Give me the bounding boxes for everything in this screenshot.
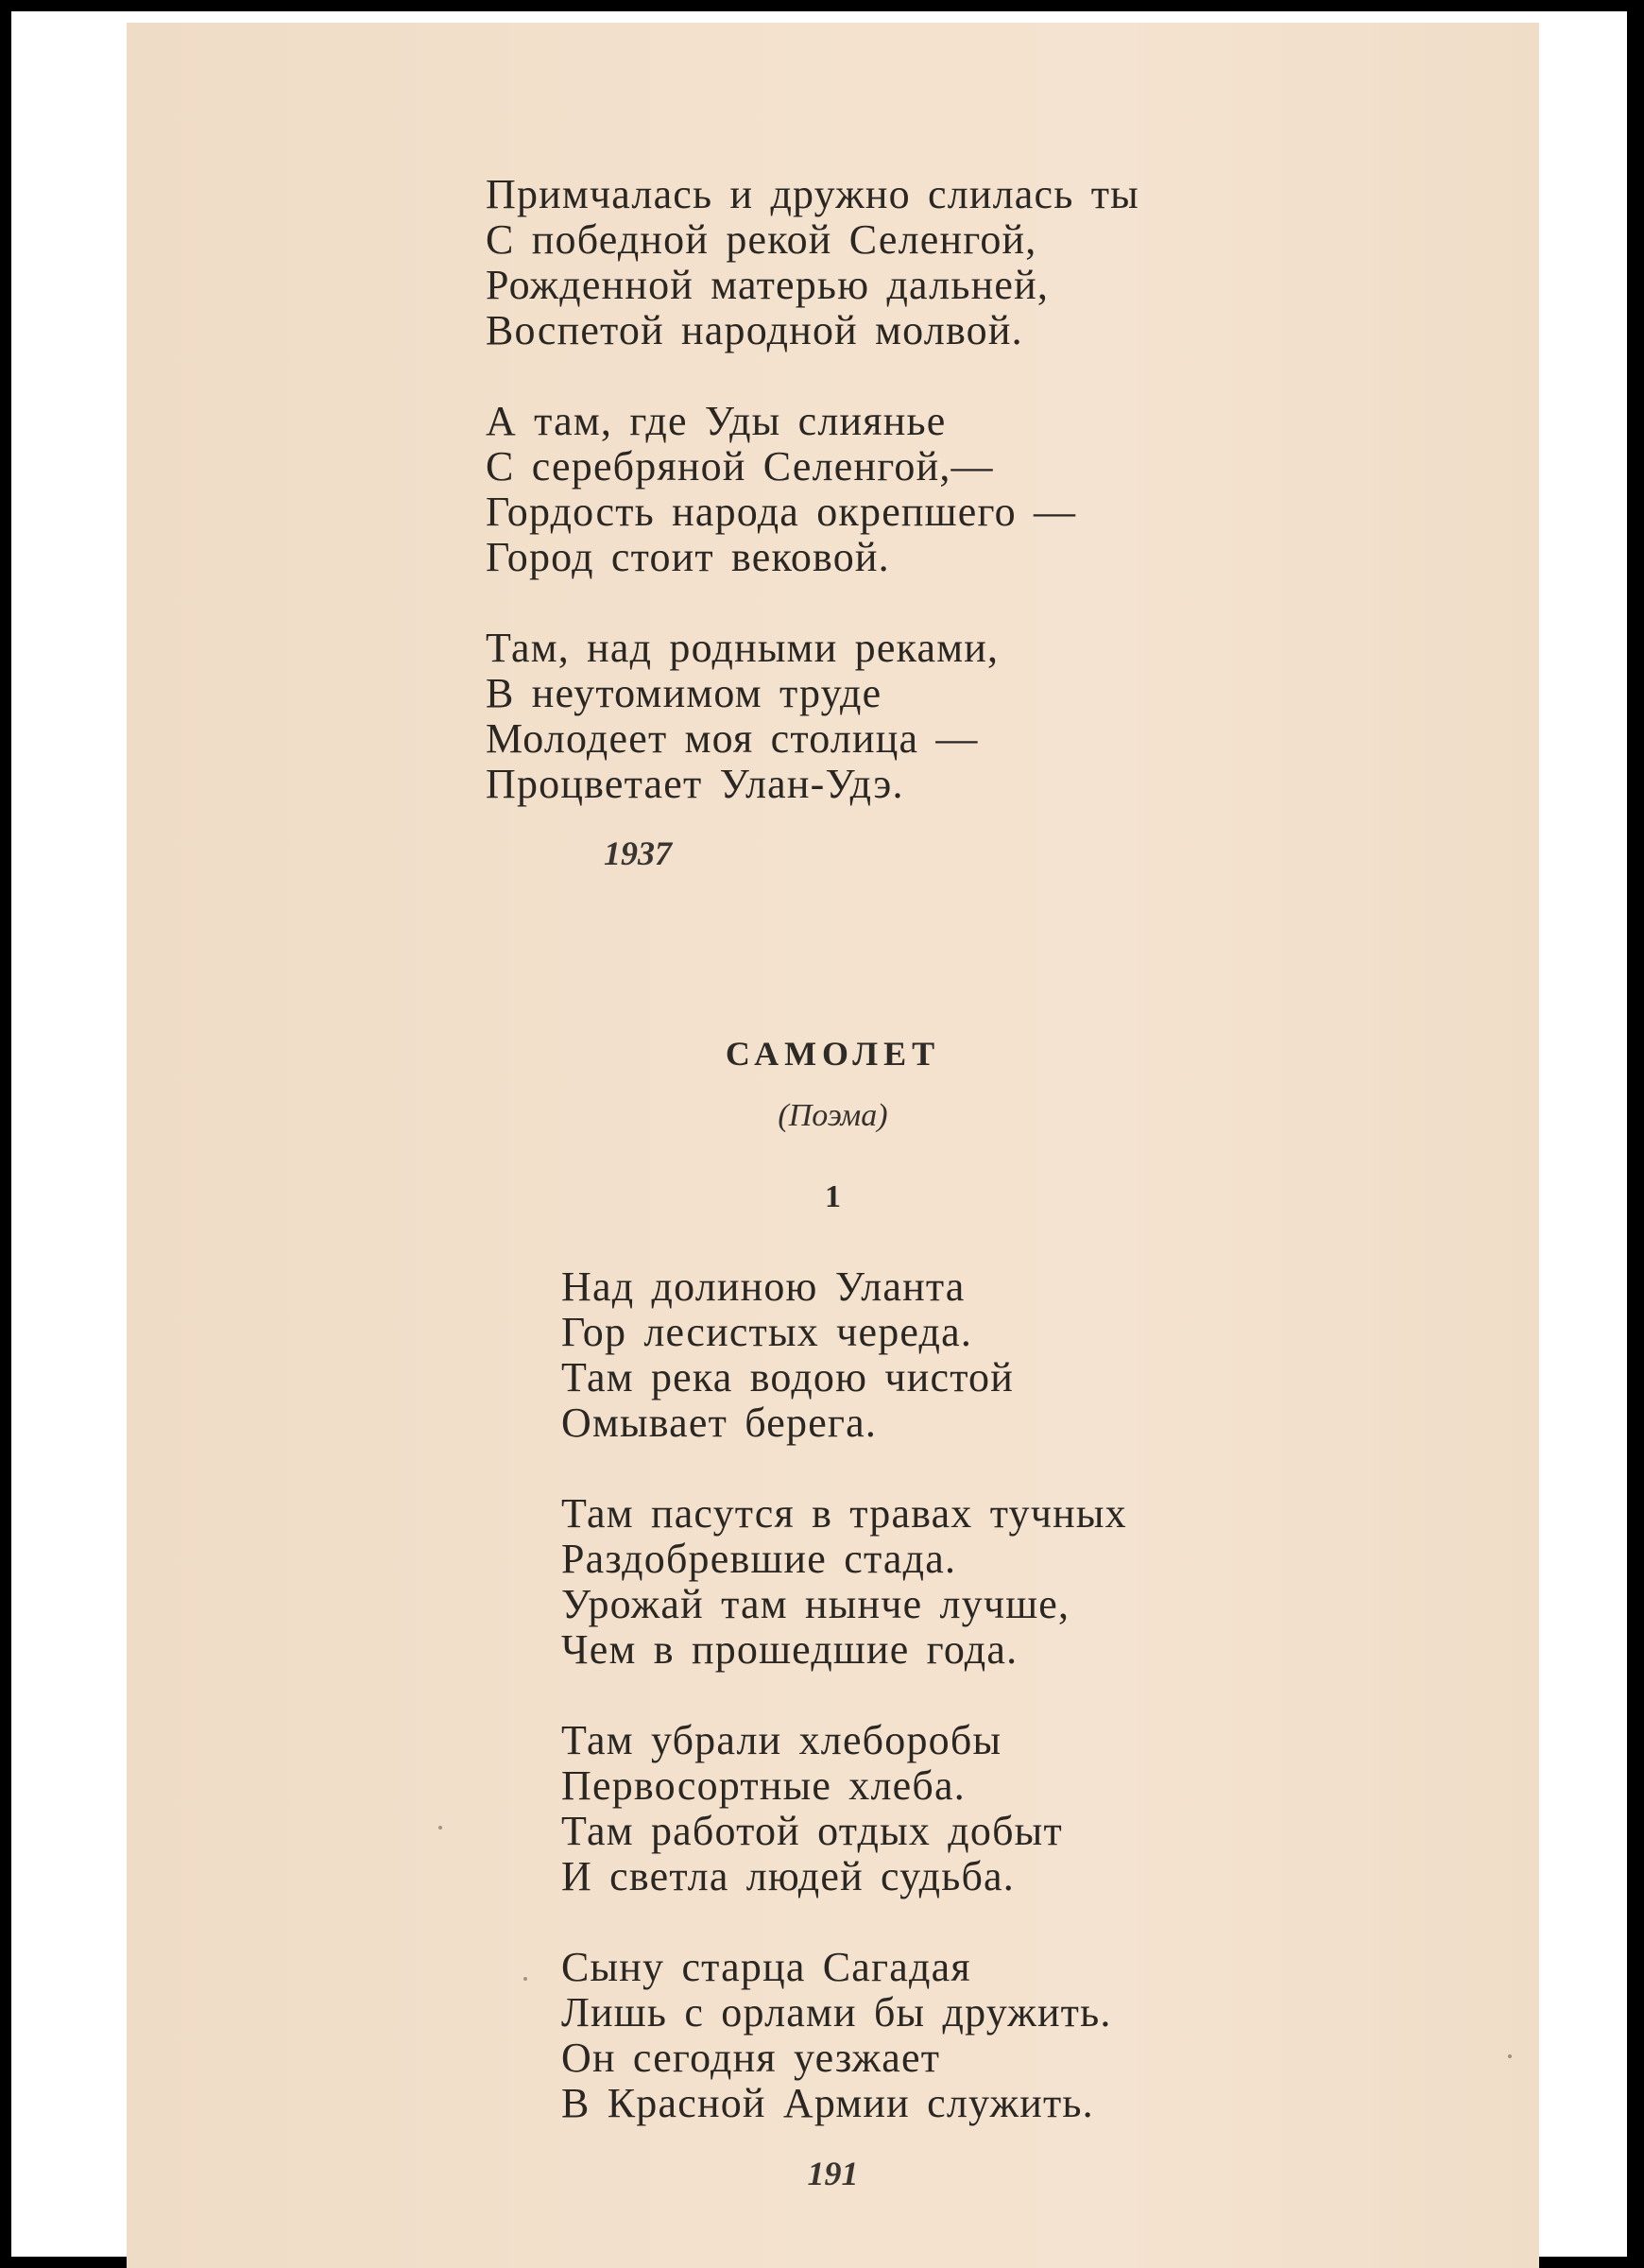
poem-line: Гордость народа окрепшего — <box>486 489 1077 535</box>
stanza <box>486 399 1139 580</box>
poem-continuation <box>486 172 1139 807</box>
poem-line: Воспетой народной молвой. <box>486 307 1023 353</box>
poem-title: САМОЛЕТ <box>725 1035 941 1073</box>
poem-line: Над долиною Уланта <box>561 1263 966 1310</box>
poem-line: Гор лесистых череда. <box>561 1309 973 1355</box>
poem-line: Чем в прошедшие года. <box>561 1626 1019 1673</box>
stanza <box>561 1264 1127 1446</box>
poem-line: Процветает Улан-Удэ. <box>486 761 904 807</box>
poem-line: Там река водою чистой <box>561 1354 1014 1400</box>
poem-line: С победной рекой Селенгой, <box>486 216 1037 263</box>
poem-line: Там пасутся в травах тучных <box>561 1490 1127 1537</box>
poem-line: Примчалась и дружно слилась ты <box>486 171 1139 217</box>
poem-line: Лишь с орлами бы дружить. <box>561 1989 1112 2036</box>
stanza <box>486 626 1139 807</box>
page-number: 191 <box>807 2155 859 2192</box>
poem-line: Там убрали хлеборобы <box>561 1717 1002 1763</box>
poem-subtitle: (Поэма) <box>778 1098 888 1133</box>
poem-line: А там, где Уды слиянье <box>486 398 947 444</box>
stanza <box>561 1718 1127 1899</box>
poem-line: Урожай там нынче лучше, <box>561 1581 1070 1627</box>
paper-speck <box>438 1826 442 1830</box>
poem-line: В неутомимом труде <box>486 670 882 716</box>
book-page <box>127 23 1539 2268</box>
poem-line: С серебряной Селенгой,— <box>486 443 994 490</box>
poem-line: В Красной Армии служить. <box>561 2080 1094 2126</box>
poem-line: Первосортные хлеба. <box>561 1762 966 1809</box>
paper-speck <box>1508 2054 1512 2058</box>
poem-body <box>561 1264 1127 2126</box>
poem-year: 1937 <box>604 834 672 872</box>
stanza <box>561 1945 1127 2126</box>
poem-line: Омывает берега. <box>561 1400 878 1446</box>
poem-line: Там, над родными реками, <box>486 625 1000 671</box>
poem-line: Молодеет моя столица — <box>486 715 979 762</box>
paper-speck <box>523 1977 527 1981</box>
poem-line: Раздобревшие стада. <box>561 1536 957 1582</box>
poem-line: Сыну старца Сагадая <box>561 1944 971 1990</box>
poem-line: Он сегодня уезжает <box>561 2035 941 2081</box>
poem-line: Рожденной матерью дальней, <box>486 262 1050 308</box>
poem-line: Там работой отдых добыт <box>561 1808 1063 1854</box>
stanza <box>486 172 1139 353</box>
poem-line: Город стоит вековой. <box>486 534 890 580</box>
poem-line: И светла людей судьба. <box>561 1853 1015 1899</box>
stanza <box>561 1491 1127 1673</box>
part-number: 1 <box>825 1179 841 1214</box>
